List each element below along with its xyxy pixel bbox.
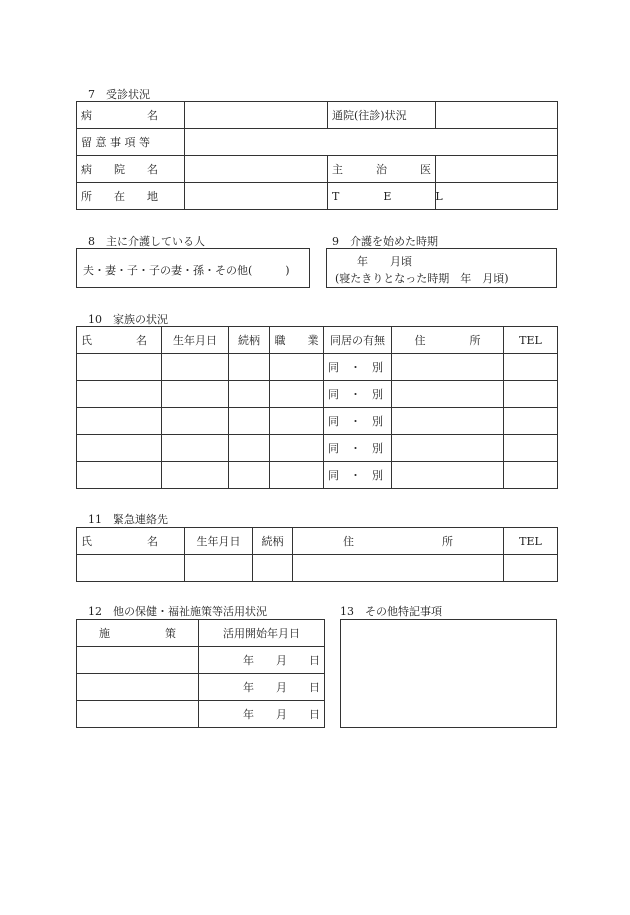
section-7-title: 7 受診状況 xyxy=(88,88,150,101)
col-job: 職 業 xyxy=(270,327,324,354)
cohabitation-cell[interactable]: 同 ・ 別 xyxy=(324,435,392,462)
medical-status-table xyxy=(76,101,558,210)
caregiver-options: 夫・妻・子・子の妻・孫・その他( ) xyxy=(83,264,290,277)
start-date-cell[interactable]: 年 月 日 xyxy=(199,701,325,728)
section-9-title: 9 介護を始めた時期 xyxy=(332,235,438,248)
col-tel: TEL xyxy=(504,327,558,354)
tel-cell[interactable] xyxy=(504,462,558,489)
care-start-box[interactable] xyxy=(326,248,557,288)
name-cell[interactable] xyxy=(77,462,162,489)
address-cell[interactable] xyxy=(392,435,504,462)
relation-cell[interactable] xyxy=(229,354,270,381)
relation-cell[interactable] xyxy=(229,462,270,489)
table-row xyxy=(77,381,558,408)
visit-status-label: 通院(往診)状況 xyxy=(328,102,436,129)
name-cell[interactable] xyxy=(77,408,162,435)
notes-label: 留 意 事 項 等 xyxy=(77,129,185,156)
hospital-name-field[interactable] xyxy=(185,156,328,183)
cohabitation-cell[interactable]: 同 ・ 別 xyxy=(324,381,392,408)
table-row xyxy=(77,462,558,489)
table-header-row xyxy=(77,620,325,647)
name-cell[interactable] xyxy=(77,435,162,462)
care-start-date: 年 月頃 xyxy=(357,255,412,268)
relation-cell[interactable] xyxy=(253,555,293,582)
relation-cell[interactable] xyxy=(229,435,270,462)
table-row xyxy=(77,647,325,674)
doctor-field[interactable] xyxy=(436,156,558,183)
bedridden-date: (寝たきりとなった時期 年 月頃) xyxy=(335,272,509,285)
address-cell[interactable] xyxy=(293,555,504,582)
table-header-row xyxy=(77,528,558,555)
visit-status-field[interactable] xyxy=(436,102,558,129)
address-cell[interactable] xyxy=(392,381,504,408)
policy-cell[interactable] xyxy=(77,647,199,674)
tel-field[interactable] xyxy=(436,183,558,210)
notes-field[interactable] xyxy=(185,129,558,156)
cohabitation-cell[interactable]: 同 ・ 別 xyxy=(324,354,392,381)
col-name: 氏 名 xyxy=(77,327,162,354)
birth-cell[interactable] xyxy=(162,408,229,435)
col-name: 氏 名 xyxy=(77,528,185,555)
other-notes-box[interactable] xyxy=(340,619,557,728)
name-cell[interactable] xyxy=(77,354,162,381)
job-cell[interactable] xyxy=(270,462,324,489)
section-11-title: 11 緊急連絡先 xyxy=(88,513,168,526)
tel-cell[interactable] xyxy=(504,354,558,381)
col-tel: TEL xyxy=(504,528,558,555)
col-relation: 続柄 xyxy=(229,327,270,354)
table-row xyxy=(77,435,558,462)
family-table xyxy=(76,326,558,489)
birth-cell[interactable] xyxy=(185,555,253,582)
table-row xyxy=(77,674,325,701)
welfare-usage-table xyxy=(76,619,325,728)
table-row xyxy=(77,354,558,381)
section-8-title: 8 主に介護している人 xyxy=(88,235,205,248)
address-cell[interactable] xyxy=(392,408,504,435)
section-12-title: 12 他の保健・福祉施策等活用状況 xyxy=(88,605,267,618)
table-row xyxy=(77,408,558,435)
start-date-cell[interactable]: 年 月 日 xyxy=(199,674,325,701)
location-field[interactable] xyxy=(185,183,328,210)
tel-cell[interactable] xyxy=(504,408,558,435)
job-cell[interactable] xyxy=(270,354,324,381)
job-cell[interactable] xyxy=(270,435,324,462)
section-10-title: 10 家族の状況 xyxy=(88,313,168,326)
tel-cell[interactable] xyxy=(504,555,558,582)
table-row xyxy=(77,183,558,210)
birth-cell[interactable] xyxy=(162,462,229,489)
tel-cell[interactable] xyxy=(504,435,558,462)
section-13-title: 13 その他特記事項 xyxy=(340,605,442,618)
cohabitation-cell[interactable]: 同 ・ 別 xyxy=(324,408,392,435)
location-label: 所 在 地 xyxy=(77,183,185,210)
job-cell[interactable] xyxy=(270,381,324,408)
col-policy: 施 策 xyxy=(77,620,199,647)
table-row xyxy=(77,102,558,129)
col-relation: 続柄 xyxy=(253,528,293,555)
job-cell[interactable] xyxy=(270,408,324,435)
table-row xyxy=(77,701,325,728)
col-birth: 生年月日 xyxy=(185,528,253,555)
address-cell[interactable] xyxy=(392,354,504,381)
col-address: 住 所 xyxy=(392,327,504,354)
caregiver-box[interactable] xyxy=(76,248,310,288)
hospital-name-label: 病 院 名 xyxy=(77,156,185,183)
disease-name-label: 病 名 xyxy=(77,102,185,129)
name-cell[interactable] xyxy=(77,555,185,582)
policy-cell[interactable] xyxy=(77,701,199,728)
cohabitation-cell[interactable]: 同 ・ 別 xyxy=(324,462,392,489)
col-address: 住 所 xyxy=(293,528,504,555)
name-cell[interactable] xyxy=(77,381,162,408)
policy-cell[interactable] xyxy=(77,674,199,701)
birth-cell[interactable] xyxy=(162,435,229,462)
tel-cell[interactable] xyxy=(504,381,558,408)
col-cohabitation: 同居の有無 xyxy=(324,327,392,354)
emergency-contact-table xyxy=(76,527,558,582)
tel-label: T E L xyxy=(328,183,436,210)
col-start-date: 活用開始年月日 xyxy=(199,620,325,647)
relation-cell[interactable] xyxy=(229,381,270,408)
address-cell[interactable] xyxy=(392,462,504,489)
col-birth: 生年月日 xyxy=(162,327,229,354)
table-row xyxy=(77,156,558,183)
birth-cell[interactable] xyxy=(162,354,229,381)
doctor-label: 主 治 医 xyxy=(328,156,436,183)
relation-cell[interactable] xyxy=(229,408,270,435)
table-row xyxy=(77,129,558,156)
start-date-cell[interactable]: 年 月 日 xyxy=(199,647,325,674)
table-row xyxy=(77,555,558,582)
birth-cell[interactable] xyxy=(162,381,229,408)
table-header-row xyxy=(77,327,558,354)
disease-name-field[interactable] xyxy=(185,102,328,129)
